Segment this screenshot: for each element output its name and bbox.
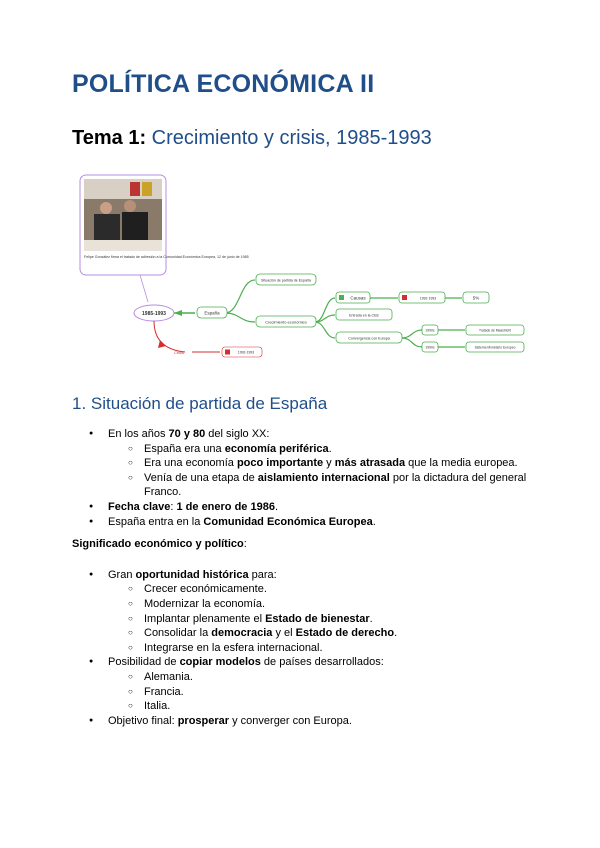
mindmap-node-ent (336, 309, 392, 320)
mindmap-node-espana (197, 307, 227, 318)
svg-text:1990s: 1990s (425, 345, 435, 350)
list-item: ○ Francia. (72, 685, 542, 700)
mindmap-node-causas (336, 292, 370, 303)
svg-text:Sistema Monetario Europeo: Sistema Monetario Europeo (474, 345, 516, 350)
svg-text:Situación de partida de España: Situación de partida de España (261, 278, 311, 283)
mindmap-node-1990s-b (422, 342, 438, 352)
document-title: POLÍTICA ECONÓMICA II (72, 70, 375, 98)
mindmap-node-crisis (174, 350, 184, 355)
list-item: ○ Implantar plenamente el Estado de bienestar. (72, 612, 542, 627)
sub-list (72, 670, 542, 714)
situation-list (72, 427, 542, 529)
photo-caption: Felipe González firma el tratado de adhesión a la Comunidad Económica Europea, 12 de junio de 1985 (84, 255, 249, 259)
svg-text:Causas: Causas (350, 295, 366, 301)
topic-heading (72, 127, 432, 150)
mindmap-node-fase (399, 292, 445, 303)
section-content (72, 427, 542, 728)
significance-label: Significado económico y político: (72, 538, 247, 551)
significance-list (72, 568, 542, 729)
list-item: ○ Alemania. (72, 670, 542, 685)
list-item: ○ Consolidar la democracia y el Estado de derecho. (72, 626, 542, 641)
list-item: ● Gran oportunidad histórica para: ○ Crecer económicamente. ○ Modernizar la economía. ○ Implantar plenamente el Estado de bienestar. ○ Consolidar la democracia y el Estado de derecho. ○ Integrarse en la esfera internacional. (72, 568, 542, 656)
sub-list (72, 442, 542, 500)
sub-list (72, 582, 542, 655)
list-item: ● Objetivo final: prosperar y converger con Europa. (72, 714, 542, 729)
svg-text:5%: 5% (472, 295, 480, 301)
svg-text:Crisis: Crisis (174, 350, 184, 355)
list-item: ○ Venía de una etapa de aislamiento internacional por la dictadura del general Franco. (72, 471, 542, 500)
list-item: ● En los años 70 y 80 del siglo XX: ○ España era una economía periférica. ○ Era una economía poco importante y más atrasada que la media europea. ○ Venía de una etapa de aislamiento internacional por la dictadura del general Franco. (72, 427, 542, 500)
topic-text: Crecimiento y crisis, 1985-1993 (151, 127, 432, 149)
list-item: ○ Crecer económicamente. (72, 582, 542, 597)
topic-label: Tema 1: (72, 127, 147, 149)
mindmap-node-crecimiento (256, 316, 316, 327)
list-item: ● España entra en la Comunidad Económica Europea. (72, 515, 542, 530)
svg-text:Tratado de Maastricht: Tratado de Maastricht (479, 328, 511, 333)
list-item: ○ Modernizar la economía. (72, 597, 542, 612)
svg-text:1992-1993: 1992-1993 (237, 350, 255, 355)
list-item: ○ Era una economía poco importante y más atrasada que la media europea. (72, 456, 542, 471)
mindmap-node-convergencia (336, 332, 402, 343)
mindmap-node-crisis-year (222, 347, 262, 357)
svg-text:1992-1993: 1992-1993 (419, 296, 437, 301)
list-item: ● Fecha clave: 1 de enero de 1986. (72, 500, 542, 515)
svg-text:1990s: 1990s (425, 328, 435, 333)
svg-text:1985-1993: 1985-1993 (142, 311, 166, 317)
svg-text:Crecimiento económico: Crecimiento económico (265, 319, 307, 325)
svg-text:España: España (204, 310, 220, 316)
list-item: ○ Integrarse en la esfera internacional. (72, 641, 542, 656)
mindmap-node-situacion (256, 274, 316, 285)
list-item: ○ España era una economía periférica. (72, 442, 542, 457)
svg-text:Convergencia con Europa: Convergencia con Europa (348, 336, 390, 341)
section-heading: 1. Situación de partida de España (72, 394, 328, 413)
photo-card (80, 175, 249, 275)
mindmap-node-tratado-a (466, 325, 524, 335)
list-item: ○ Italia. (72, 699, 542, 714)
mind-map-diagram (70, 170, 540, 370)
mindmap-node-pct (463, 292, 489, 303)
mindmap-node-1990s-a (422, 325, 438, 335)
svg-text:Entrada en la CEE: Entrada en la CEE (349, 313, 379, 318)
list-item: ● Posibilidad de copiar modelos de países desarrollados: ○ Alemania. ○ Francia. ○ Italia. (72, 655, 542, 713)
mindmap-node-tratado-b (466, 342, 524, 352)
mindmap-center-node (134, 305, 174, 321)
